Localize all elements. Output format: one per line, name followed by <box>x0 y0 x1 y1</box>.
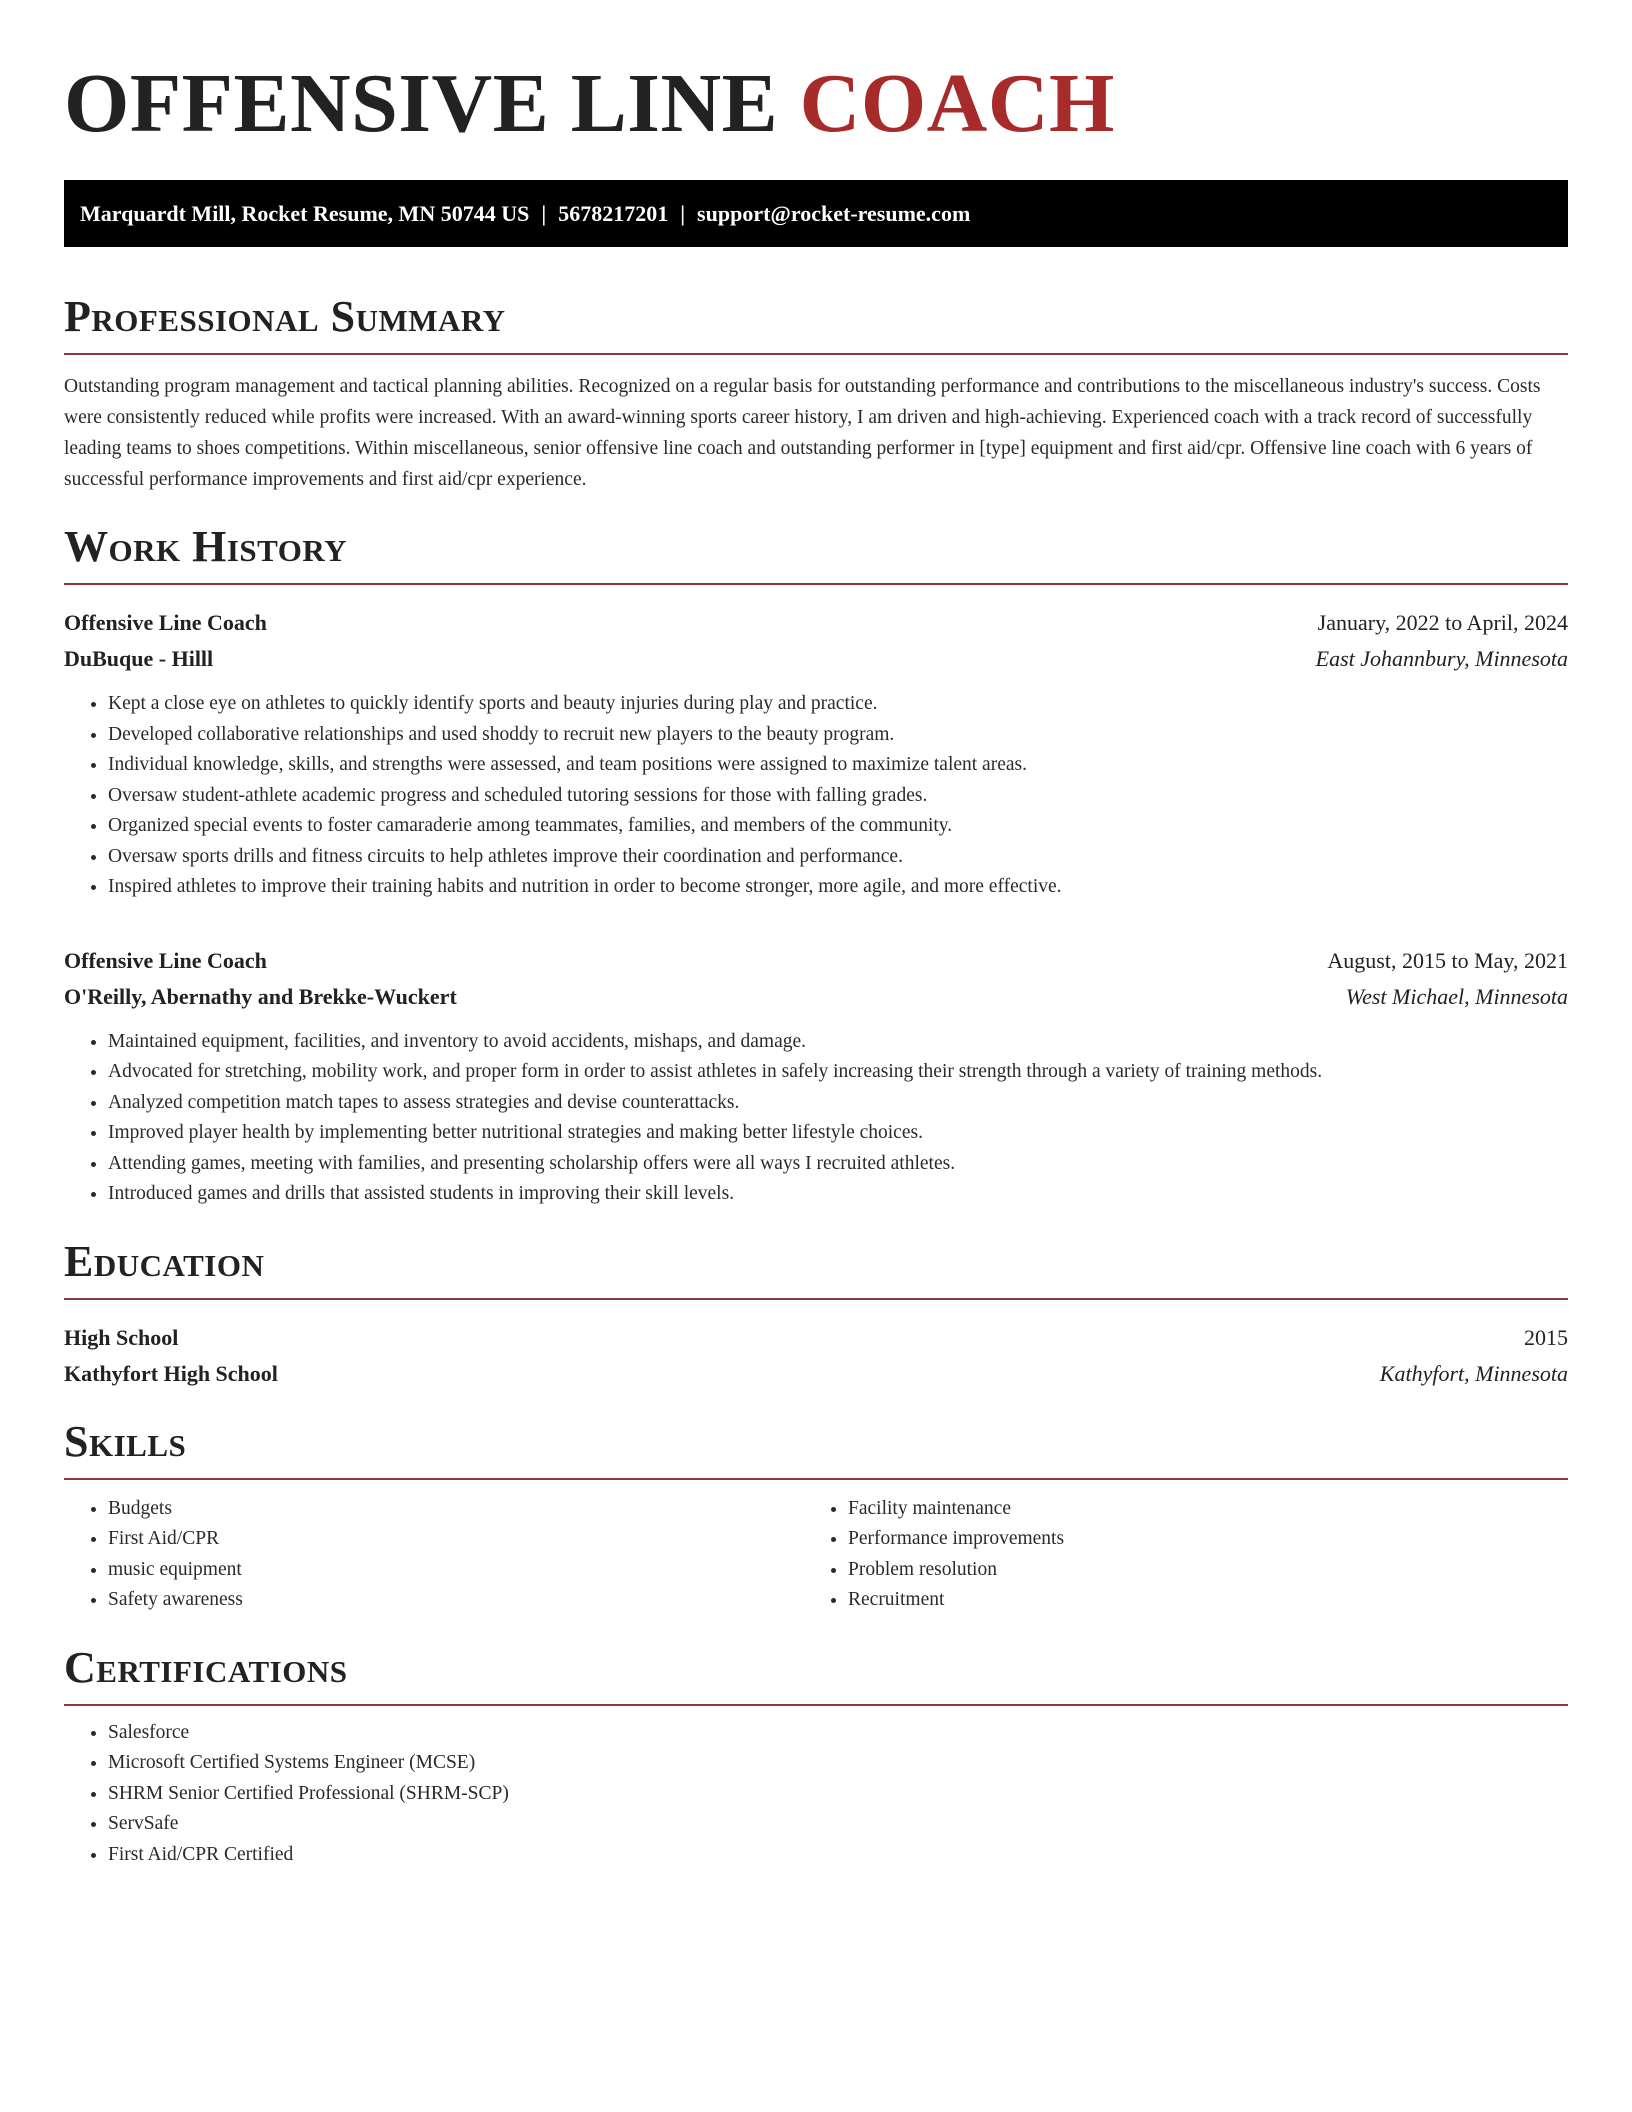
education-year: 2015 <box>1524 1324 1568 1350</box>
contact-address: Marquardt Mill, Rocket Resume, MN 50744 US <box>80 201 530 226</box>
job-position: Offensive Line Coach <box>64 610 267 635</box>
education-degree: High School <box>64 1324 179 1350</box>
contact-email: support@rocket-resume.com <box>697 201 971 226</box>
skill-item: • Recruitment <box>848 1585 1544 1616</box>
skills-list <box>804 1494 1544 1616</box>
job-bullet: • Individual knowledge, skills, and strengths were assessed, and team positions were assigned to maximize talent areas. <box>108 750 1568 781</box>
job-bullet: • Kept a close eye on athletes to quickly identify sports and beauty injuries during play and practice. <box>108 689 1568 720</box>
skills-column-left <box>64 1494 804 1616</box>
job-bullet: • Maintained equipment, facilities, and inventory to avoid accidents, mishaps, and damage. <box>108 1027 1568 1058</box>
skill-item: • Budgets <box>108 1494 804 1525</box>
job-dates: August, 2015 to May, 2021 <box>1327 947 1568 973</box>
job-location: East Johannbury, Minnesota <box>1315 646 1568 671</box>
summary-text: Outstanding program management and tactical planning abilities. Recognized on a regular basis for outstanding performance and contributions to the miscellaneous industry's success. Costs were consistently reduced while profits were increased. With an award-winning sports career history, I am driven and high-achieving. Experienced coach with a track record of successfully leading teams to shoes competitions. Within miscellaneous, senior offensive line coach and outstanding performer in [type] equipment and first aid/cpr. Offensive line coach with 6 years of successful performance improvements and first aid/cpr experience. <box>64 376 1541 490</box>
job-entry <box>64 605 1568 903</box>
skills-grid <box>64 1494 1568 1616</box>
job-bullet-list <box>64 1027 1568 1210</box>
job-location: West Michael, Minnesota <box>1345 983 1568 1009</box>
skill-item: • Performance improvements <box>848 1524 1544 1555</box>
job-company: DuBuque - Hilll <box>64 646 214 671</box>
contact-separator: | <box>680 201 686 226</box>
job-bullet: • Inspired athletes to improve their training habits and nutrition in order to become stronger, more agile, and more effective. <box>108 872 1568 903</box>
work-history-section-title: Work History <box>64 521 1568 585</box>
certification-item: • ServSafe <box>108 1809 1568 1840</box>
skill-item: • Safety awareness <box>108 1585 804 1616</box>
summary-section-title: Professional Summary <box>64 291 1568 355</box>
education-entry <box>64 1320 1568 1392</box>
job-bullet: • Oversaw sports drills and fitness circuits to help athletes improve their coordination and performance. <box>108 842 1568 873</box>
name-part1: OFFENSIVE LINE <box>64 57 779 150</box>
certification-item: • SHRM Senior Certified Professional (SHRM-SCP) <box>108 1779 1568 1810</box>
job-entry <box>64 943 1568 1210</box>
certification-item: • First Aid/CPR Certified <box>108 1840 1568 1871</box>
job-bullet-list <box>64 689 1568 903</box>
job-bullet: • Developed collaborative relationships and used shoddy to recruit new players to the beauty program. <box>108 720 1568 751</box>
certifications-list <box>64 1718 1568 1871</box>
contact-separator: | <box>541 201 547 226</box>
certification-item: • Salesforce <box>108 1718 1568 1749</box>
job-bullet: • Improved player health by implementing better nutritional strategies and making better lifestyle choices. <box>108 1118 1568 1149</box>
skills-list <box>64 1494 804 1616</box>
job-company: O'Reilly, Abernathy and Brekke-Wuckert <box>64 983 457 1009</box>
resume-name-heading <box>64 58 1568 150</box>
certification-item: • Microsoft Certified Systems Engineer (MCSE) <box>108 1748 1568 1779</box>
certifications-section-title: Certifications <box>64 1642 1568 1706</box>
contact-phone: 5678217201 <box>558 201 669 226</box>
job-bullet: • Advocated for stretching, mobility work, and proper form in order to assist athletes in safely increasing their strength through a variety of training methods. <box>108 1057 1568 1088</box>
skill-item: • Facility maintenance <box>848 1494 1544 1525</box>
education-school: Kathyfort High School <box>64 1360 278 1386</box>
job-bullet: • Organized special events to foster camaraderie among teammates, families, and members of the community. <box>108 811 1568 842</box>
skill-item: • Problem resolution <box>848 1555 1544 1586</box>
job-position: Offensive Line Coach <box>64 947 267 973</box>
job-bullet: • Oversaw student-athlete academic progress and scheduled tutoring sessions for those with falling grades. <box>108 781 1568 812</box>
skills-column-right <box>804 1494 1544 1616</box>
skills-section-title: Skills <box>64 1416 1568 1480</box>
job-bullet: • Analyzed competition match tapes to assess strategies and devise counterattacks. <box>108 1088 1568 1119</box>
job-bullet: • Attending games, meeting with families, and presenting scholarship offers were all ways I recruited athletes. <box>108 1149 1568 1180</box>
resume-page <box>64 0 1568 1870</box>
name-part2: COACH <box>799 57 1115 150</box>
skill-item: • First Aid/CPR <box>108 1524 804 1555</box>
education-section-title: Education <box>64 1236 1568 1300</box>
education-location: Kathyfort, Minnesota <box>1379 1360 1568 1386</box>
contact-bar <box>64 180 1568 247</box>
job-bullet: • Introduced games and drills that assisted students in improving their skill levels. <box>108 1179 1568 1210</box>
job-dates: January, 2022 to April, 2024 <box>1317 610 1568 635</box>
skill-item: • music equipment <box>108 1555 804 1586</box>
